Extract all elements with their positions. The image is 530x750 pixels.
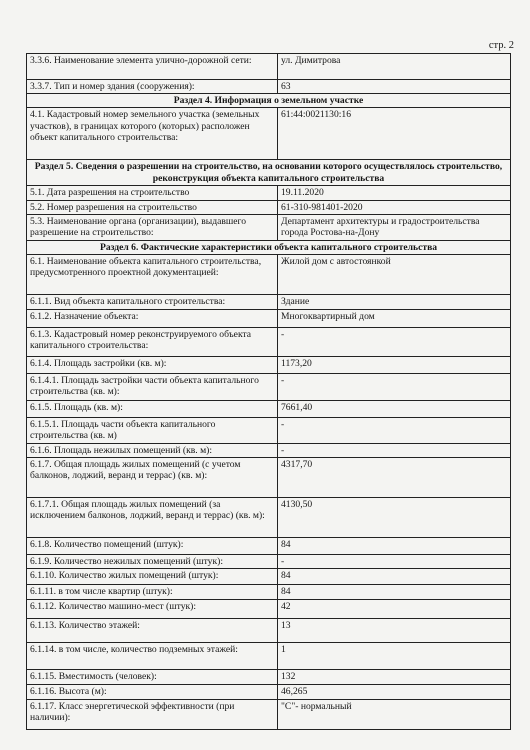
field-label: 6.1.7.1. Общая площадь жилых помещений (за исключением балконов, лоджий, веранд и террас) (кв. м): [27, 498, 278, 538]
field-value: - [278, 328, 511, 357]
field-value: 1 [278, 642, 511, 669]
table-row [27, 538, 511, 555]
field-value: - [278, 374, 511, 401]
field-value: 4130,50 [278, 498, 511, 538]
table-row [27, 444, 511, 458]
field-label: 6.1.14. в том числе, количество подземных этажей: [27, 642, 278, 669]
table-row [27, 618, 511, 642]
field-value: 84 [278, 585, 511, 599]
field-label: 6.1.16. Высота (м): [27, 684, 278, 699]
field-label: 6.1.3. Кадастровый номер реконструируемого объекта капитального строительства: [27, 328, 278, 357]
field-label: 6.1.17. Класс энергетической эффективности (при наличии): [27, 699, 278, 729]
field-value: Департамент архитектуры и градостроительства города Ростова-на-Дону [278, 214, 511, 240]
field-label: 5.2. Номер разрешения на строительство [27, 200, 278, 214]
page-number: стр. 2 [488, 40, 514, 51]
table-row [27, 498, 511, 538]
field-value: 1173,20 [278, 357, 511, 374]
section-title: Раздел 6. Фактические характеристики объекта капитального строительства [27, 240, 511, 254]
section-header-row [27, 94, 511, 108]
field-label: 6.1. Наименование объекта капитального строительства, предусмотренного проектной документацией: [27, 255, 278, 295]
field-value: 61-310-981401-2020 [278, 200, 511, 214]
field-value: 19.11.2020 [278, 186, 511, 200]
table-row [27, 295, 511, 310]
field-value: 61:44:0021130:16 [278, 108, 511, 160]
table-row [27, 186, 511, 200]
field-label: 5.3. Наименование органа (организации), выдавшего разрешение на строительство: [27, 214, 278, 240]
table-row [27, 642, 511, 669]
field-label: 5.1. Дата разрешения на строительство [27, 186, 278, 200]
table-row [27, 699, 511, 729]
field-value: - [278, 555, 511, 569]
field-label: 6.1.15. Вместимость (человек): [27, 669, 278, 684]
section-header-row [27, 160, 511, 186]
table-row [27, 357, 511, 374]
field-label: 6.1.12. Количество машино-мест (штук): [27, 599, 278, 618]
table-body [27, 54, 511, 730]
table-row [27, 255, 511, 295]
characteristics-table [26, 53, 511, 730]
field-label: 6.1.7. Общая площадь жилых помещений (с учетом балконов, лоджий, веранд и террас) (кв. м): [27, 458, 278, 498]
table-row [27, 684, 511, 699]
table-row [27, 555, 511, 569]
field-label: 6.1.5. Площадь (кв. м): [27, 401, 278, 418]
field-value: 42 [278, 599, 511, 618]
field-label: 4.1. Кадастровый номер земельного участка (земельных участков), в границах которого (которых) расположен объект капитального строительства: [27, 108, 278, 160]
field-label: 3.3.6. Наименование элемента улично-дорожной сети: [27, 54, 278, 80]
field-value: 63 [278, 80, 511, 94]
table-row [27, 54, 511, 80]
table-row [27, 585, 511, 599]
field-label: 6.1.1. Вид объекта капитального строительства: [27, 295, 278, 310]
field-value: Многоквартирный дом [278, 310, 511, 328]
table-row [27, 401, 511, 418]
field-value: 7661,40 [278, 401, 511, 418]
table-row [27, 569, 511, 585]
table-row [27, 418, 511, 444]
field-value: 4317,70 [278, 458, 511, 498]
field-label: 3.3.7. Тип и номер здания (сооружения): [27, 80, 278, 94]
field-value: Здание [278, 295, 511, 310]
field-value: - [278, 418, 511, 444]
table-row [27, 310, 511, 328]
table-row [27, 374, 511, 401]
field-label: 6.1.4.1. Площадь застройки части объекта капитального строительства (кв. м): [27, 374, 278, 401]
field-value: 84 [278, 569, 511, 585]
field-label: 6.1.2. Назначение объекта: [27, 310, 278, 328]
field-value: - [278, 444, 511, 458]
table-row [27, 328, 511, 357]
table-row [27, 669, 511, 684]
section-header-row [27, 240, 511, 254]
field-value: 13 [278, 618, 511, 642]
table-row [27, 214, 511, 240]
field-label: 6.1.13. Количество этажей: [27, 618, 278, 642]
field-value: 132 [278, 669, 511, 684]
field-label: 6.1.6. Площадь нежилых помещений (кв. м): [27, 444, 278, 458]
field-label: 6.1.9. Количество нежилых помещений (штук): [27, 555, 278, 569]
field-label: 6.1.8. Количество помещений (штук): [27, 538, 278, 555]
table-row [27, 108, 511, 160]
table-row [27, 458, 511, 498]
section-title: Раздел 5. Сведения о разрешении на строительство, на основании которого осуществлялось строительство, реконструкция объекта капитального строительства [27, 160, 511, 186]
field-label: 6.1.4. Площадь застройки (кв. м): [27, 357, 278, 374]
section-title: Раздел 4. Информация о земельном участке [27, 94, 511, 108]
field-value: 84 [278, 538, 511, 555]
field-label: 6.1.11. в том числе квартир (штук): [27, 585, 278, 599]
field-label: 6.1.10. Количество жилых помещений (штук): [27, 569, 278, 585]
table-row [27, 599, 511, 618]
table-row [27, 80, 511, 94]
field-label: 6.1.5.1. Площадь части объекта капитального строительства (кв. м) [27, 418, 278, 444]
table-row [27, 200, 511, 214]
field-value: "С"- нормальный [278, 699, 511, 729]
field-value: Жилой дом с автостоянкой [278, 255, 511, 295]
field-value: ул. Димитрова [278, 54, 511, 80]
field-value: 46,265 [278, 684, 511, 699]
